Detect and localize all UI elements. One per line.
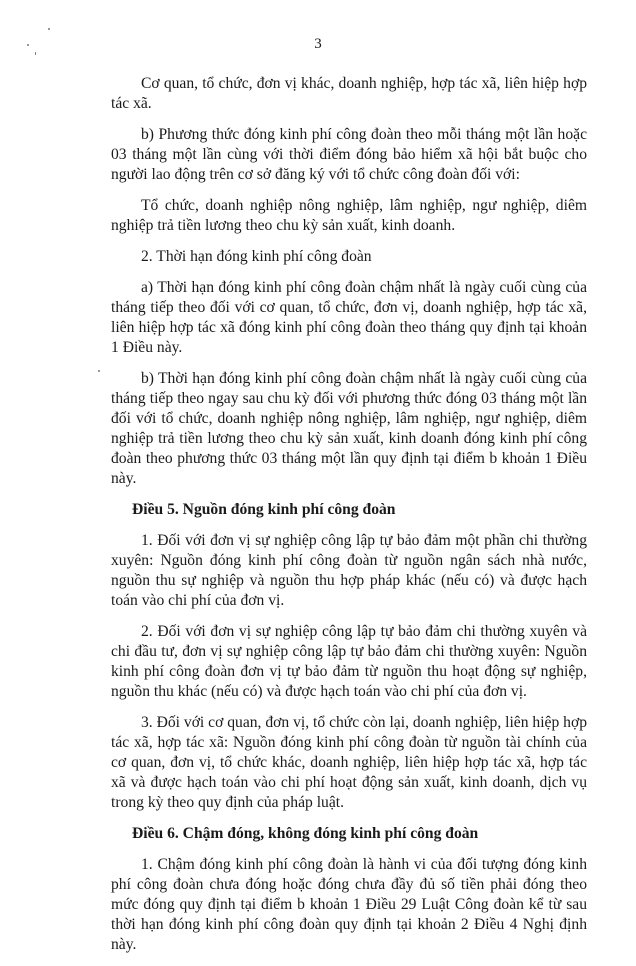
paragraph: b) Phương thức đóng kinh phí công đoàn theo mỗi tháng một lần hoặc 03 tháng một lần cùng với thời điểm đóng bảo hiểm xã hội bắt buộc cho người lao động trên cơ sở đăng ký với tổ chức công đoàn đối với: bbox=[111, 126, 587, 183]
paragraph: b) Thời hạn đóng kinh phí công đoàn chậm nhất là ngày cuối cùng của tháng tiếp theo ngay sau chu kỳ đối với phương thức đóng 03 tháng một lần đối với tổ chức, doanh nghiệp nông nghiệp, lâm nghiệp, ngư nghiệp, diêm nghiệp trả tiền lương theo chu kỳ sản xuất, kinh doanh đóng kinh phí công đoàn theo phương thức 03 tháng một lần quy định tại điểm b khoản 1 Điều này. bbox=[111, 370, 587, 487]
paragraph: 1. Chậm đóng kinh phí công đoàn là hành vi của đối tượng đóng kinh phí công đoàn chưa đóng hoặc đóng chưa đầy đủ số tiền phải đóng theo mức đóng quy định tại điểm b khoản 1 Điều 29 Luật Công đoàn kể từ sau thời hạn đóng kinh phí công đoàn quy định tại khoản 2 Điều 4 Nghị định này. bbox=[111, 856, 587, 953]
page-number: 3 bbox=[314, 36, 322, 52]
section-item-heading: 2. Thời hạn đóng kinh phí công đoàn bbox=[141, 248, 372, 265]
paragraph: Cơ quan, tổ chức, đơn vị khác, doanh nghiệp, hợp tác xã, liên hiệp hợp tác xã. bbox=[111, 75, 587, 112]
paragraph: 3. Đối với cơ quan, đơn vị, tổ chức còn lại, doanh nghiệp, liên hiệp hợp tác xã, hợp tác xã: Nguồn đóng kinh phí công đoàn từ nguồn tài chính của cơ quan, đơn vị, tổ chức khác, doanh nghiệp, liên hiệp hợp tác xã, hợp tác xã và được hạch toán vào chi phí hoạt động sản xuất, kinh doanh, dịch vụ trong kỳ theo quy định của pháp luật. bbox=[111, 714, 587, 811]
paragraph: 2. Đối với đơn vị sự nghiệp công lập tự bảo đảm chi thường xuyên và chi đầu tư, đơn vị sự nghiệp công lập tự bảo đảm chi thường xuyên: Nguồn kinh phí công đoàn đơn vị tự bảo đảm từ nguồn thu hoạt động sự nghiệp, nguồn thu khác (nếu có) và được hạch toán vào chi phí của đơn vị. bbox=[111, 623, 587, 700]
article-5-heading: Điều 5. Nguồn đóng kinh phí công đoàn bbox=[132, 501, 396, 518]
scan-speck bbox=[98, 370, 100, 372]
paragraph: Tổ chức, doanh nghiệp nông nghiệp, lâm nghiệp, ngư nghiệp, diêm nghiệp trả tiền lương theo chu kỳ sản xuất, kinh doanh. bbox=[111, 197, 587, 234]
paragraph: a) Thời hạn đóng kinh phí công đoàn chậm nhất là ngày cuối cùng của tháng tiếp theo đối với cơ quan, tổ chức, đơn vị, doanh nghiệp, hợp tác xã, liên hiệp hợp tác xã đóng kinh phí công đoàn theo tháng quy định tại khoản 1 Điều này. bbox=[111, 279, 587, 356]
paragraph: 1. Đối với đơn vị sự nghiệp công lập tự bảo đảm một phần chi thường xuyên: Nguồn đóng kinh phí công đoàn từ nguồn ngân sách nhà nước, nguồn thu sự nghiệp và nguồn thu hợp pháp khác (nếu có) và được hạch toán vào chi phí của đơn vị. bbox=[111, 532, 587, 609]
scan-speck bbox=[48, 28, 50, 30]
document-body bbox=[111, 74, 587, 966]
article-6-heading: Điều 6. Chậm đóng, không đóng kinh phí công đoàn bbox=[132, 825, 479, 842]
